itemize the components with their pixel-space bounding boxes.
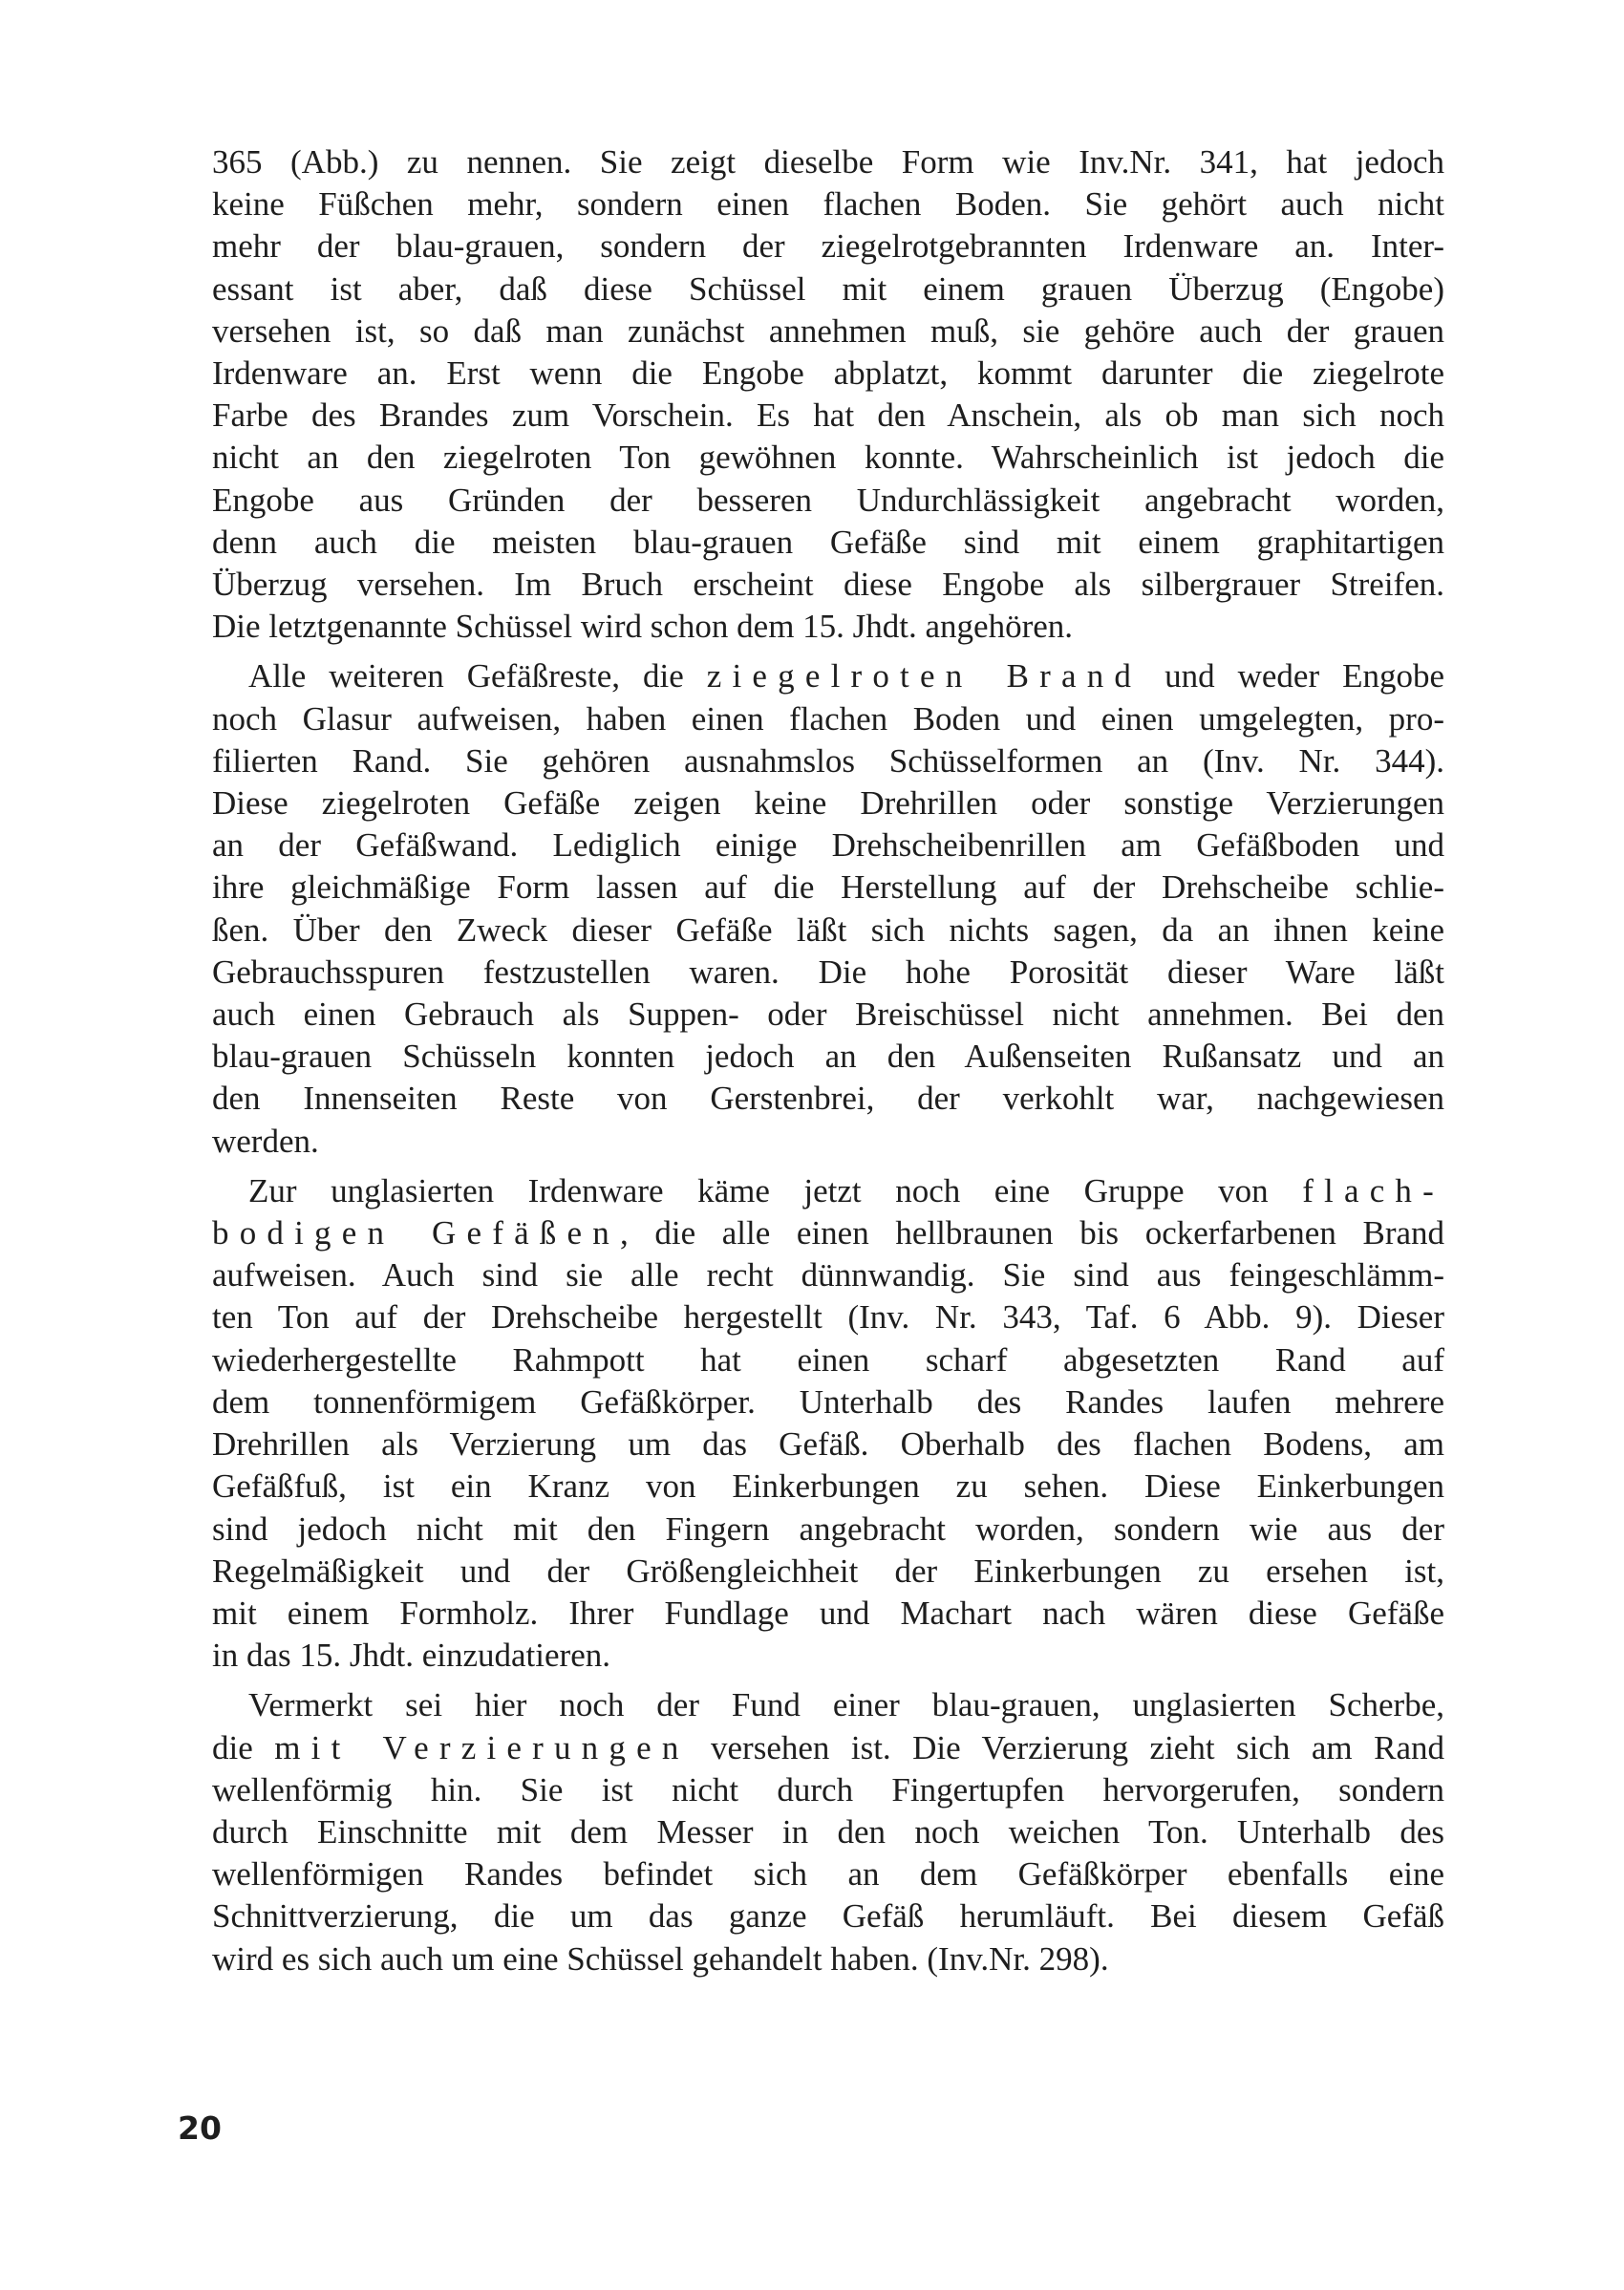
text-line: sind jedoch nicht mit den Fingern angebracht worden, sondern wie aus der <box>212 1509 1444 1548</box>
body-text <box>212 141 1444 1980</box>
text-line: aufweisen. Auch sind sie alle recht dünnwandig. Sie sind aus feingeschlämm- <box>212 1256 1444 1295</box>
page-number: 20 <box>178 2109 222 2147</box>
paragraph-3 <box>212 1170 1444 1677</box>
text-line: Die letztgenannte Schüssel wird schon dem 15. Jhdt. angehören. <box>212 608 1074 646</box>
text-line: keine Füßchen mehr, sondern einen flachen Boden. Sie gehört auch nicht <box>212 185 1444 224</box>
text-line: Regelmäßigkeit und der Größengleichheit der Einkerbungen zu ersehen ist, <box>212 1552 1444 1590</box>
paragraph-4 <box>212 1684 1444 1980</box>
spaced-emphasis: flach- <box>1302 1171 1444 1209</box>
text-line: Gebrauchsspuren festzustellen waren. Die hohe Porosität dieser Ware läßt <box>212 952 1444 991</box>
text-line: wellenförmigen Randes befindet sich an dem Gefäßkörper ebenfalls eine <box>212 1855 1444 1894</box>
text-line: wiederhergestellte Rahmpott hat einen scharf abgesetzten Rand auf <box>212 1340 1444 1379</box>
text-line: 365 (Abb.) zu nennen. Sie zeigt dieselbe Form wie Inv.Nr. 341, hat jedoch <box>212 143 1444 181</box>
text-line: auch einen Gebrauch als Suppen- oder Breischüssel nicht annehmen. Bei den <box>212 995 1444 1034</box>
text-line: versehen ist, so daß man zunächst annehmen muß, sie gehöre auch der grauen <box>212 311 1444 350</box>
text-line: essant ist aber, daß diese Schüssel mit einem grauen Überzug (Engobe) <box>212 269 1444 308</box>
text-line: werden. <box>212 1122 319 1160</box>
text-line: den Innenseiten Reste von Gerstenbrei, der verkohlt war, nachgewiesen <box>212 1080 1444 1118</box>
text-line: an der Gefäßwand. Lediglich einige Drehscheibenrillen am Gefäßboden und <box>212 826 1444 865</box>
text-line: mehr der blau-grauen, sondern der ziegelrotgebrannten Irdenware an. Inter- <box>212 227 1444 266</box>
text-line: denn auch die meisten blau-grauen Gefäße sind mit einem graphitartigen <box>212 523 1444 561</box>
paragraph-1 <box>212 141 1444 648</box>
text-line: dem tonnenförmigem Gefäßkörper. Unterhalb des Randes laufen mehrere <box>212 1382 1444 1421</box>
text-line: Gefäßfuß, ist ein Kranz von Einkerbungen zu sehen. Diese Einkerbungen <box>212 1467 1444 1506</box>
paragraph-2 <box>212 655 1444 1162</box>
text-line: in das 15. Jhdt. einzudatieren. <box>212 1637 610 1675</box>
spaced-emphasis: ziegelroten Brand <box>706 657 1143 696</box>
text-line: durch Einschnitte mit dem Messer in den noch weichen Ton. Unterhalb des <box>212 1812 1444 1851</box>
text-line: Vermerkt sei hier noch der Fund einer blau-grauen, unglasierten Scherbe, <box>248 1686 1444 1724</box>
text-line: Drehrillen als Verzierung um das Gefäß. Oberhalb des flachen Bodens, am <box>212 1425 1444 1464</box>
spaced-emphasis: mit Verzierungen <box>274 1728 690 1766</box>
text-line: die mit Verzierungen versehen ist. Die Verzierung zieht sich am Rand <box>212 1728 1445 1766</box>
text-line: Engobe aus Gründen der besseren Undurchlässigkeit angebracht worden, <box>212 481 1444 519</box>
text-line: Diese ziegelroten Gefäße zeigen keine Drehrillen oder sonstige Verzierungen <box>212 784 1444 823</box>
text-line: blau-grauen Schüsseln konnten jedoch an den Außenseiten Rußansatz und an <box>212 1038 1444 1076</box>
text-line: wird es sich auch um eine Schüssel gehandelt haben. (Inv.Nr. 298). <box>212 1939 1109 1978</box>
text-line: nicht an den ziegelroten Ton gewöhnen konnte. Wahrscheinlich ist jedoch die <box>212 439 1444 477</box>
text-line: Farbe des Brandes zum Vorschein. Es hat den Anschein, als ob man sich noch <box>212 396 1444 435</box>
text-line: Überzug versehen. Im Bruch erscheint diese Engobe als silbergrauer Streifen. <box>212 566 1444 604</box>
text-line: mit einem Formholz. Ihrer Fundlage und Machart nach wären diese Gefäße <box>212 1594 1444 1632</box>
text-line: Zur unglasierten Irdenware käme jetzt noch eine Gruppe von flach- <box>248 1171 1444 1209</box>
text-line: filierten Rand. Sie gehören ausnahmslos Schüsselformen an (Inv. Nr. 344). <box>212 741 1444 780</box>
text-line: Schnittverzierung, die um das ganze Gefäß herumläuft. Bei diesem Gefäß <box>212 1897 1444 1936</box>
text-line: bodigen Gefäßen, die alle einen hellbraunen bis ockerfarbenen Brand <box>212 1214 1445 1252</box>
text-line: Alle weiteren Gefäßreste, die ziegelroten Brand und weder Engobe <box>248 657 1444 696</box>
text-line: wellenförmig hin. Sie ist nicht durch Fingertupfen hervorgerufen, sondern <box>212 1770 1444 1808</box>
spaced-emphasis: bodigen Gefäßen <box>212 1214 620 1252</box>
text-line: noch Glasur aufweisen, haben einen flachen Boden und einen umgelegten, pro- <box>212 699 1444 738</box>
text-line: ihre gleichmäßige Form lassen auf die Herstellung auf der Drehscheibe schlie- <box>212 868 1444 907</box>
text-line: ten Ton auf der Drehscheibe hergestellt (Inv. Nr. 343, Taf. 6 Abb. 9). Dieser <box>212 1298 1444 1337</box>
text-line: Irdenware an. Erst wenn die Engobe abplatzt, kommt darunter die ziegelrote <box>212 354 1444 393</box>
text-line: ßen. Über den Zweck dieser Gefäße läßt sich nichts sagen, da an ihnen keine <box>212 910 1444 949</box>
